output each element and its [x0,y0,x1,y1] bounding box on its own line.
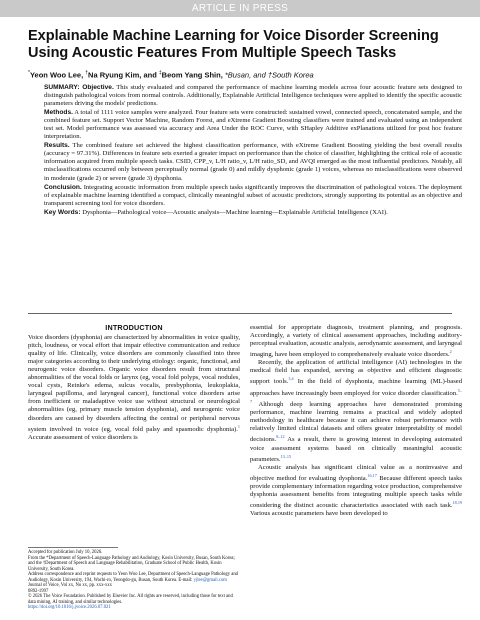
author-marker: * [28,70,30,76]
article-in-press-banner: ARTICLE IN PRESS [0,0,480,17]
body-paragraph: essential for appropriate diagnosis, treatment planning, and prognosis. Accordingly, a variety of clinical assessment approaches, including auditory-perceptual evaluation, acoustic analysis, aerodynamic assessment, and laryngeal imaging, have been employed to comprehensively evaluate voice disorders.$^2$ [250,324,462,359]
citation-link[interactable]: 1 [237,423,240,429]
footnote-accepted: Accepted for publication July 10, 2026. [28,550,103,555]
citation-link[interactable]: 18,19 [452,500,462,506]
author-name: Yeon Woo Lee, [29,70,84,80]
footnote-rule [28,547,118,548]
doi-link[interactable]: https://doi.org/10.1016/j.jvoice.2026.07.021 [28,605,111,610]
article-title: Explainable Machine Learning for Voice Disorder Screening Using Acoustic Features From Multiple Speech Tasks [28,28,439,61]
body-paragraph: Acoustic analysis has significant clinical value as a noninvasive and objective method for evaluating dysphonia.$^{16,17}$ Because different speech tasks provide complementary information regarding voice production, comprehensive dysphonia assessment benefits from integrating multiple speech tasks while considering the distinct acoustic characteristics associated with each task.$^{18,19}$ Various acoustic parameters have been developed to [250,463,462,518]
email-link[interactable]: yjlee@gmail.com [193,577,227,583]
footnote-correspondence: Address correspondence and reprint requests to Yeon Woo Lee, Department of Speech-Language Pathology and Audiology, Kosin University, 194, Wachi-ro, Yeongdo-gu, Busan, South Korea. E-mail: yjlee@gmail.com [28,572,239,583]
abstract-label: Results. [44,142,70,150]
abstract-label: Methods. [44,109,73,117]
footnote-issn: 0892-1997 [28,588,49,594]
citation-link[interactable]: 5–7 [250,387,462,404]
citation-link[interactable]: 3,4 [288,376,294,382]
author-name: Na Ryung Kim, and [88,70,157,80]
author-line [28,68,453,81]
body-paragraph: Recently, the application of artificial intelligence (AI) technologies in the medical field has expanded, serving as objective and efficient diagnostic support tools.$^{3,4}$ In the field of dysphonia, machine learning (ML)-based approaches have increasingly been employed for voice disorder classification.$^{5-7}$ Although deep learning approaches have demonstrated promising performance, machine learning remains a practical and widely adopted methodology in healthcare because it can achieve robust performance with relatively limited clinical datasets and offers greater interpretability of model decisions.$^{8-12}$ As a result, there is growing interest in developing automated voice assessment systems based on clinically meaningful acoustic parameters.$^{13-15}$ [250,359,462,463]
footnote-copyright: © 2026 The Voice Foundation. Published by Elsevier Inc. All rights are reserved, including those for text and data mining, AI training, and similar technologies. [28,594,233,605]
footnote-affiliations: From the *Department of Speech-Language Pathology and Audiology, Kosin University, Busan, South Korea; and the †Department of Speech and Language Rehabilitation, Graduate School of Public Health, Kosin University, South Korea. [28,555,235,572]
author-marker: † [85,70,89,76]
author-name: Beom Yang Shin, [161,70,223,80]
author-affiliation: *Busan, and †South Korea [224,70,314,80]
abstract-label: Conclusion. [44,183,82,191]
abstract-keywords [44,209,462,217]
abstract-label: SUMMARY: Objective. [44,84,114,91]
abstract-summary [44,84,462,108]
keywords-text: Dysphonia—Pathological voice—Acoustic analysis—Machine learning—Explainable Artificial Intelligence (XAI). [82,208,388,216]
article-footnote [28,547,240,611]
footnote-journal: Journal of Voice, Vol xx, No xx, pp. xxx-xxx [28,583,113,588]
left-column [28,324,240,442]
citation-link[interactable]: 16,17 [367,472,377,478]
section-heading: INTRODUCTION [105,323,163,332]
body-paragraph: Voice disorders (dysphonia) are characterized by abnormalities in voice quality, pitch, loudness, or vocal effort that impair effective communication and reduce quality of life. Clinically, voice disorders are commonly classified into three major categories according to their underlying etiology: organic, functional, and neurogenic voice disorders. Organic voice disorders result from structural abnormalities of the vocal folds or larynx (eg, vocal fold polyps, vocal nodules, vocal cysts, Reinke's edema, sulcus vocalis, presbyphonia, leukoplakia, laryngeal papilloma, and laryngeal cancer), functional voice disorders arise from inefficient or maladaptive voice use without structural or neurological abnormalities (eg, primary muscle tension dysphonia), and neurogenic voice disorders are caused by disorders affecting the central or peripheral nervous system involved in voice (eg, vocal fold palsy and spasmodic dysphonia).$^1$ Accurate assessment of voice disorders is [28,334,240,441]
abstract-conclusion [44,184,462,208]
abstract [44,84,462,218]
abstract-text: This study evaluated and compared the performance of machine learning models across four acoustic feature sets designed to distinguish pathological voices from normal controls. Additionally, Explainable Artificial Intelligence techniques were applied to identify the specific acoustic parameters driving the models' predictions. [44,84,462,108]
abstract-methods [44,109,462,141]
author-marker: ‡ [158,70,162,76]
abstract-text: A total of 1111 voice samples were analyzed. Four feature sets were constructed: sustained vowel, connected speech, concatenated sample, and the combined feature set. Support Vector Machine, Random Forest, and eXtreme Gradient Boosting classifiers were trained and evaluated using an independent test set. Model performance was assessed via accuracy and Area Under the ROC Curve, with SHapley Additive exPlanations utilized for post hoc feature interpretation. [44,109,462,141]
citation-link[interactable]: 8–12 [276,434,285,440]
abstract-text: Integrating acoustic information from multiple speech tasks significantly improves the discrimination of pathological voices. The deployment of explainable machine learning identified a compact, clinically meaningful subset of acoustic predictors, strongly supporting its potential as an objective and transparent screening tool for voice disorders. [44,183,462,207]
citation-link[interactable]: 2 [449,349,452,355]
section-divider [28,313,452,314]
citation-link[interactable]: 13–15 [280,453,292,459]
abstract-results [44,142,462,182]
right-column [250,324,462,518]
keywords-label: Key Words: [44,208,81,216]
abstract-text: The combined feature set achieved the highest classification performance, with eXtreme Gradient Boosting yielding the best overall results (accuracy = 97.31%). Differences in feature sets exerted a greater impact on performance than the choice of classifier, highlighting the critical role of acoustic information acquired from multiple speech tasks. CSID, CPP_v, L/H ratio_v, L/H ratio_SD, and AVQI emerged as the most influential predictors. Notably, all misclassifications occurred only between perceptually normal (grade 0) and mildly dysphonic (grade 1) voices, whereas no misclassifications were observed in moderate (grade 2) or severe (grade 3) dysphonia. [44,142,463,182]
